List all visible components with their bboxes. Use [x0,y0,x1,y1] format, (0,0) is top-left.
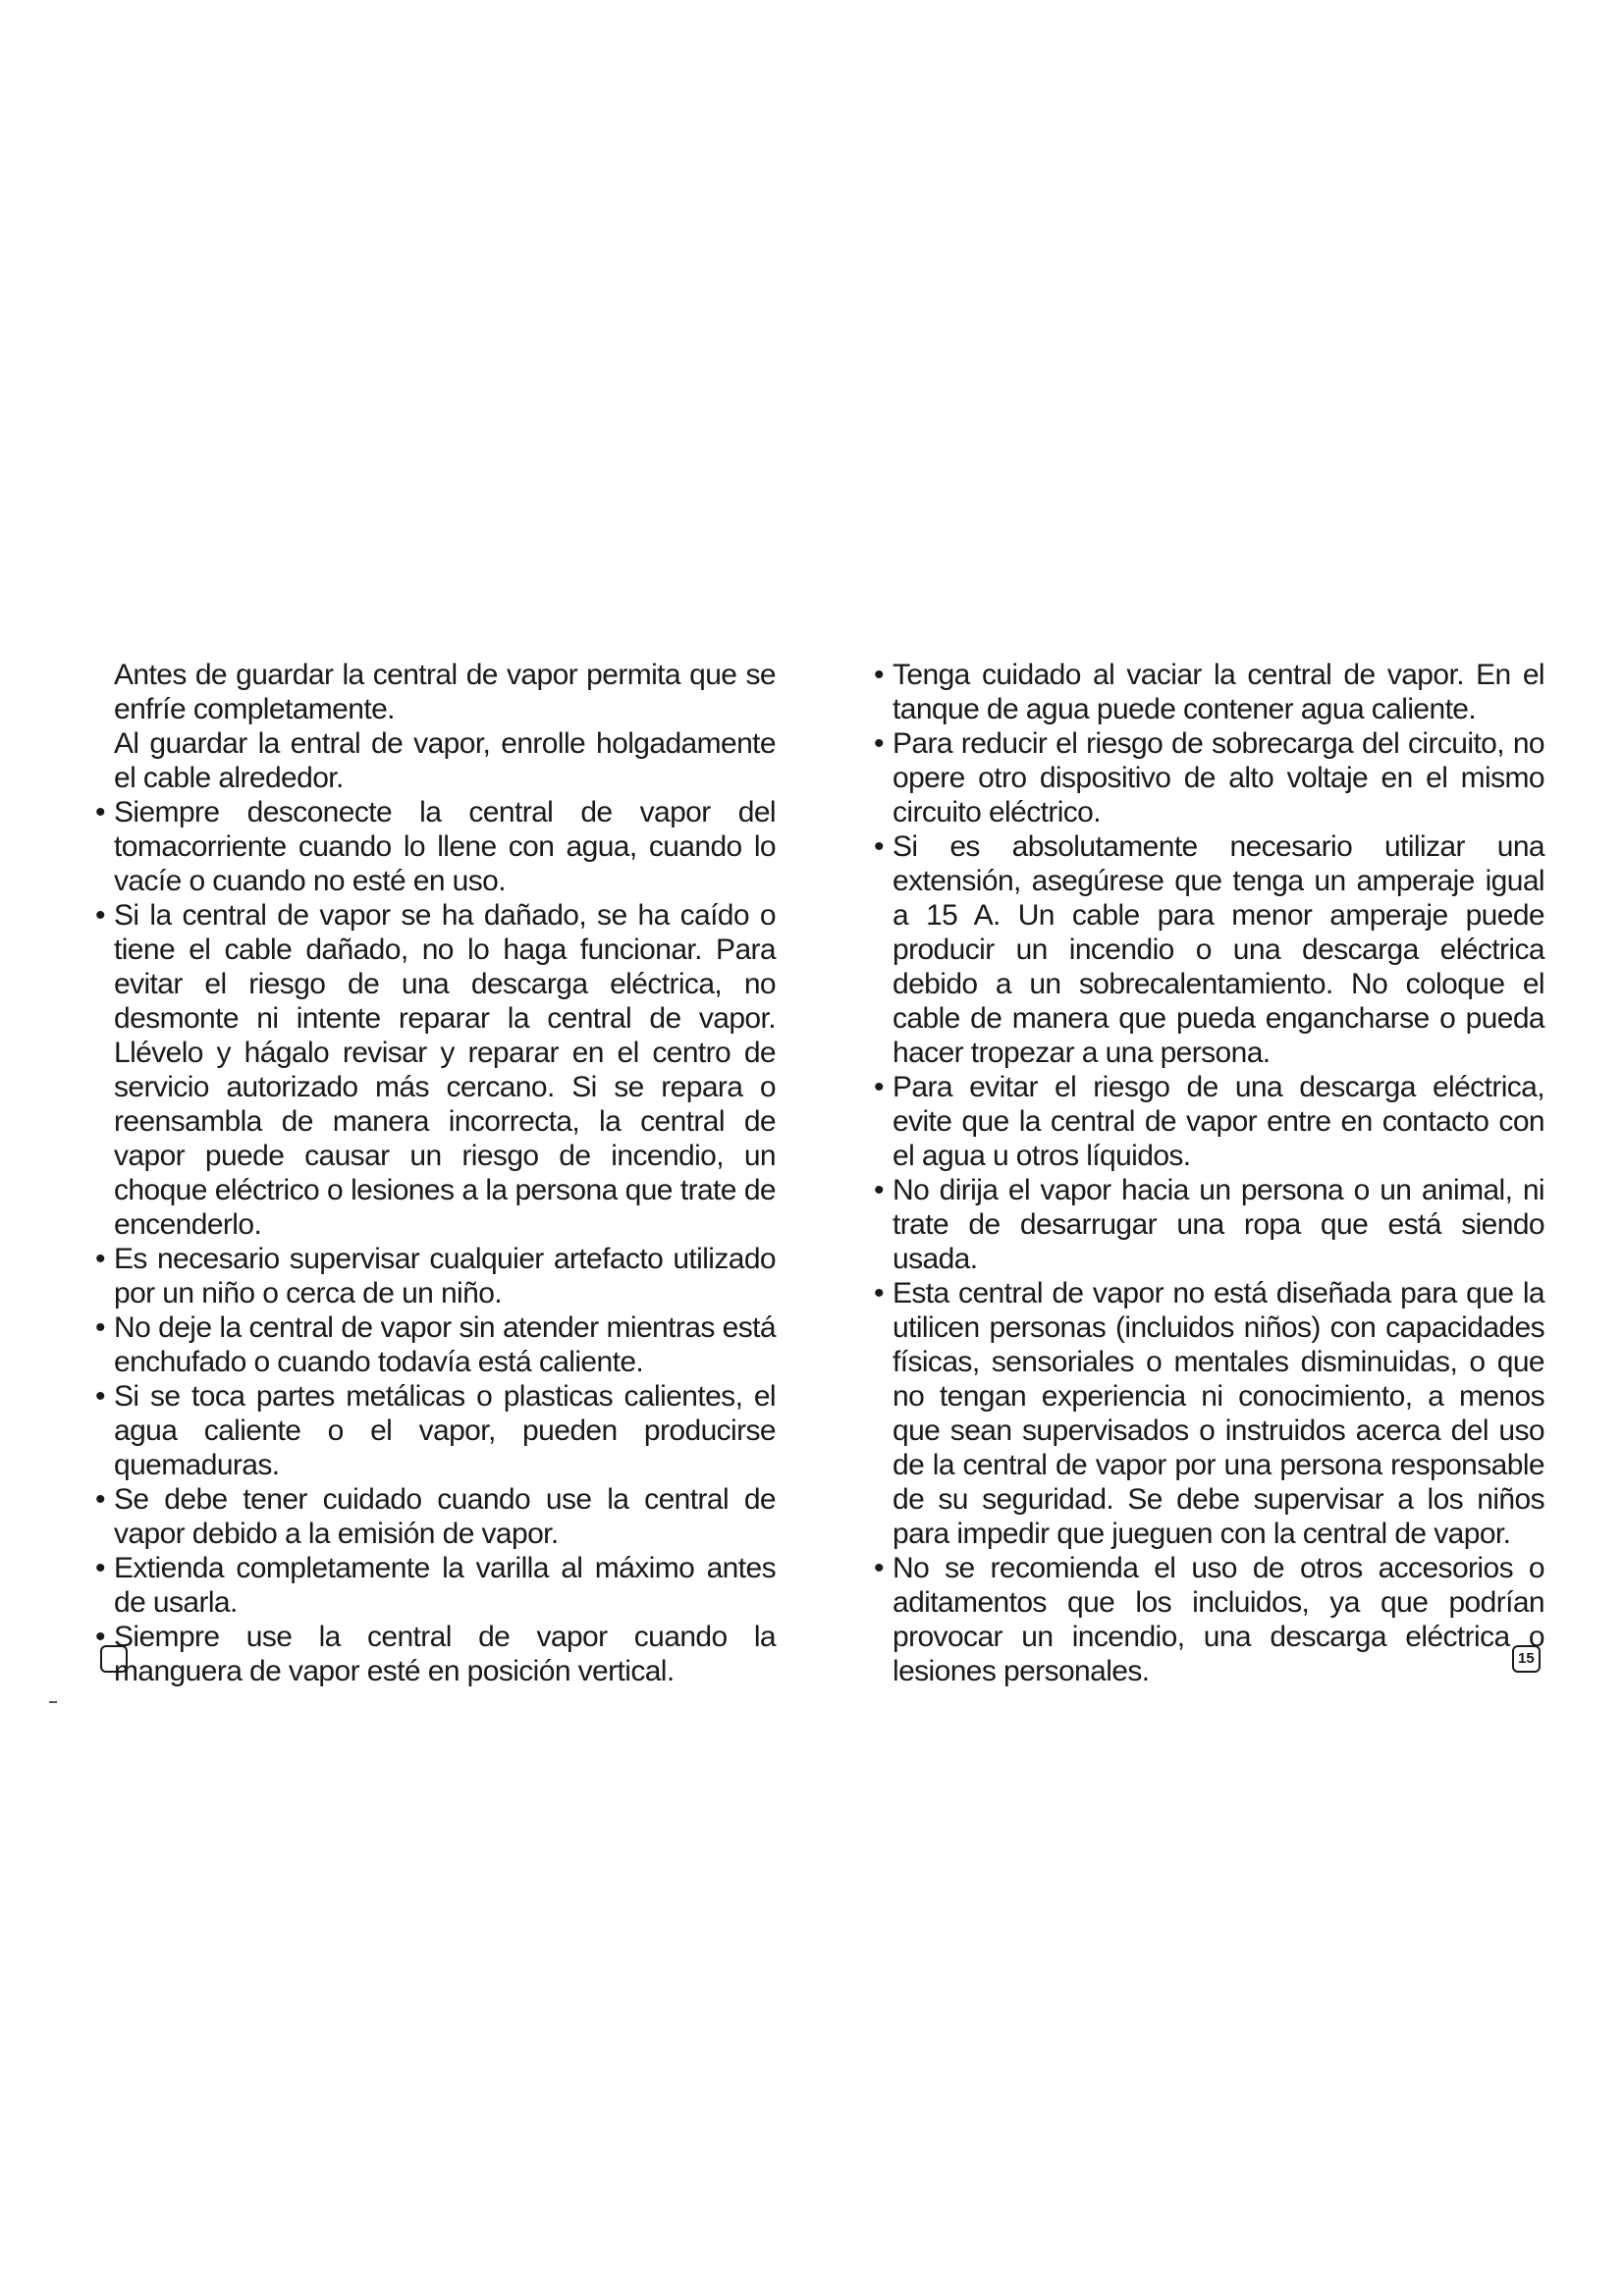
bullet-icon: • [95,1311,105,1344]
bullet-icon: • [95,1243,105,1275]
list-item-text: No dirija el vapor hacia un persona o un animal, ni trate de desarrugar una ropa que está siendo usada. [893,1174,1544,1275]
list-item [90,1242,776,1310]
bullet-icon: • [95,1621,105,1653]
list-item [90,795,776,898]
list-item [869,1173,1544,1276]
list-item [90,1379,776,1482]
list-item-text: Para reducir el riesgo de sobrecarga del circuito, no opere otro dispositivo de alto voltaje en el mismo circuito eléctrico. [893,727,1544,828]
intro-paragraph: Antes de guardar la central de vapor permita que se enfríe completamente. [114,659,776,725]
list-item [90,898,776,1242]
list-item-text: Si la central de vapor se ha dañado, se ha caído o tiene el cable dañado, no lo haga funcionar. Para evitar el riesgo de una descarga eléctrica, no desmonte ni intente reparar la central de vapor. Llévelo y hágalo revisar y reparar en el centro de servicio autorizado más cercano. Si se repara o reensambla de manera incorrecta, la central de vapor puede causar un riesgo de incendio, un choque eléctrico o lesiones a la persona que trate de encenderlo. [114,899,776,1241]
list-item [90,1620,776,1688]
bullet-icon: • [874,1552,884,1584]
intro-paragraph: Al guardar la entral de vapor, enrolle holgadamente el cable alrededor. [114,727,776,794]
list-item [869,1070,1544,1173]
list-item [869,829,1544,1070]
bullet-icon: • [874,1174,884,1206]
bullet-icon: • [95,1483,105,1516]
list-item [90,1551,776,1620]
list-item-text: Siempre desconecte la central de vapor del tomacorriente cuando lo llene con agua, cuando lo vacíe o cuando no esté en uso. [114,796,776,897]
list-item-text: Se debe tener cuidado cuando use la central de vapor debido a la emisión de vapor. [114,1483,776,1550]
list-item [869,1276,1544,1551]
list-item [869,1551,1544,1688]
bullet-icon: • [874,1071,884,1103]
list-item [869,726,1544,829]
bullet-icon: • [874,830,884,863]
bullet-icon: • [95,1552,105,1584]
left-column [90,658,776,1688]
list-item-text: Tenga cuidado al vaciar la central de vapor. En el tanque de agua puede contener agua caliente. [893,659,1544,725]
list-item-text: Es necesario supervisar cualquier artefacto utilizado por un niño o cerca de un niño. [114,1243,776,1309]
list-item-text: No deje la central de vapor sin atender mientras está enchufado o cuando todavía está caliente. [114,1311,776,1378]
list-item [90,1310,776,1379]
list-item-text: Siempre use la central de vapor cuando la manguera de vapor esté en posición vertical. [114,1621,776,1687]
list-item-text: Para evitar el riesgo de una descarga eléctrica, evite que la central de vapor entre en contacto con el agua u otros líquidos. [893,1071,1544,1172]
list-item-text: No se recomienda el uso de otros accesorios o aditamentos que los incluidos, ya que podrían provocar un incendio, una descarga eléctrica o lesiones personales. [893,1552,1544,1687]
bullet-icon: • [95,796,105,828]
bullet-icon: • [874,727,884,760]
list-item [869,658,1544,726]
list-item-text: Extienda completamente la varilla al máximo antes de usarla. [114,1552,776,1619]
bullet-icon: • [95,1380,105,1413]
list-item-text: Esta central de vapor no está diseñada para que la utilicen personas (incluidos niños) con capacidades físicas, sensoriales o mentales disminuidas, o que no tengan experiencia ni conocimiento, a menos que sean supervisados o instruidos acerca del uso de la central de vapor por una persona responsable de su seguridad. Se debe supervisar a los niños para impedir que jueguen con la central de vapor. [893,1277,1544,1550]
list-item-text: Si es absolutamente necesario utilizar una extensión, asegúrese que tenga un amperaje igual a 15 A. Un cable para menor amperaje puede producir un incendio o una descarga eléctrica debido a un sobrecalentamiento. No coloque el cable de manera que pueda engancharse o pueda hacer tropezar a una persona. [893,830,1544,1069]
page-number: 15 [1512,1645,1541,1673]
square-outline-icon [100,1645,128,1673]
bullet-icon: • [874,659,884,691]
list-item-text: Si se toca partes metálicas o plasticas calientes, el agua caliente o el vapor, pueden producirse quemaduras. [114,1380,776,1481]
margin-dash-icon [49,1701,57,1703]
bullet-icon: • [95,899,105,932]
bullet-icon: • [874,1277,884,1309]
list-item [90,1482,776,1551]
right-column [869,658,1544,1688]
